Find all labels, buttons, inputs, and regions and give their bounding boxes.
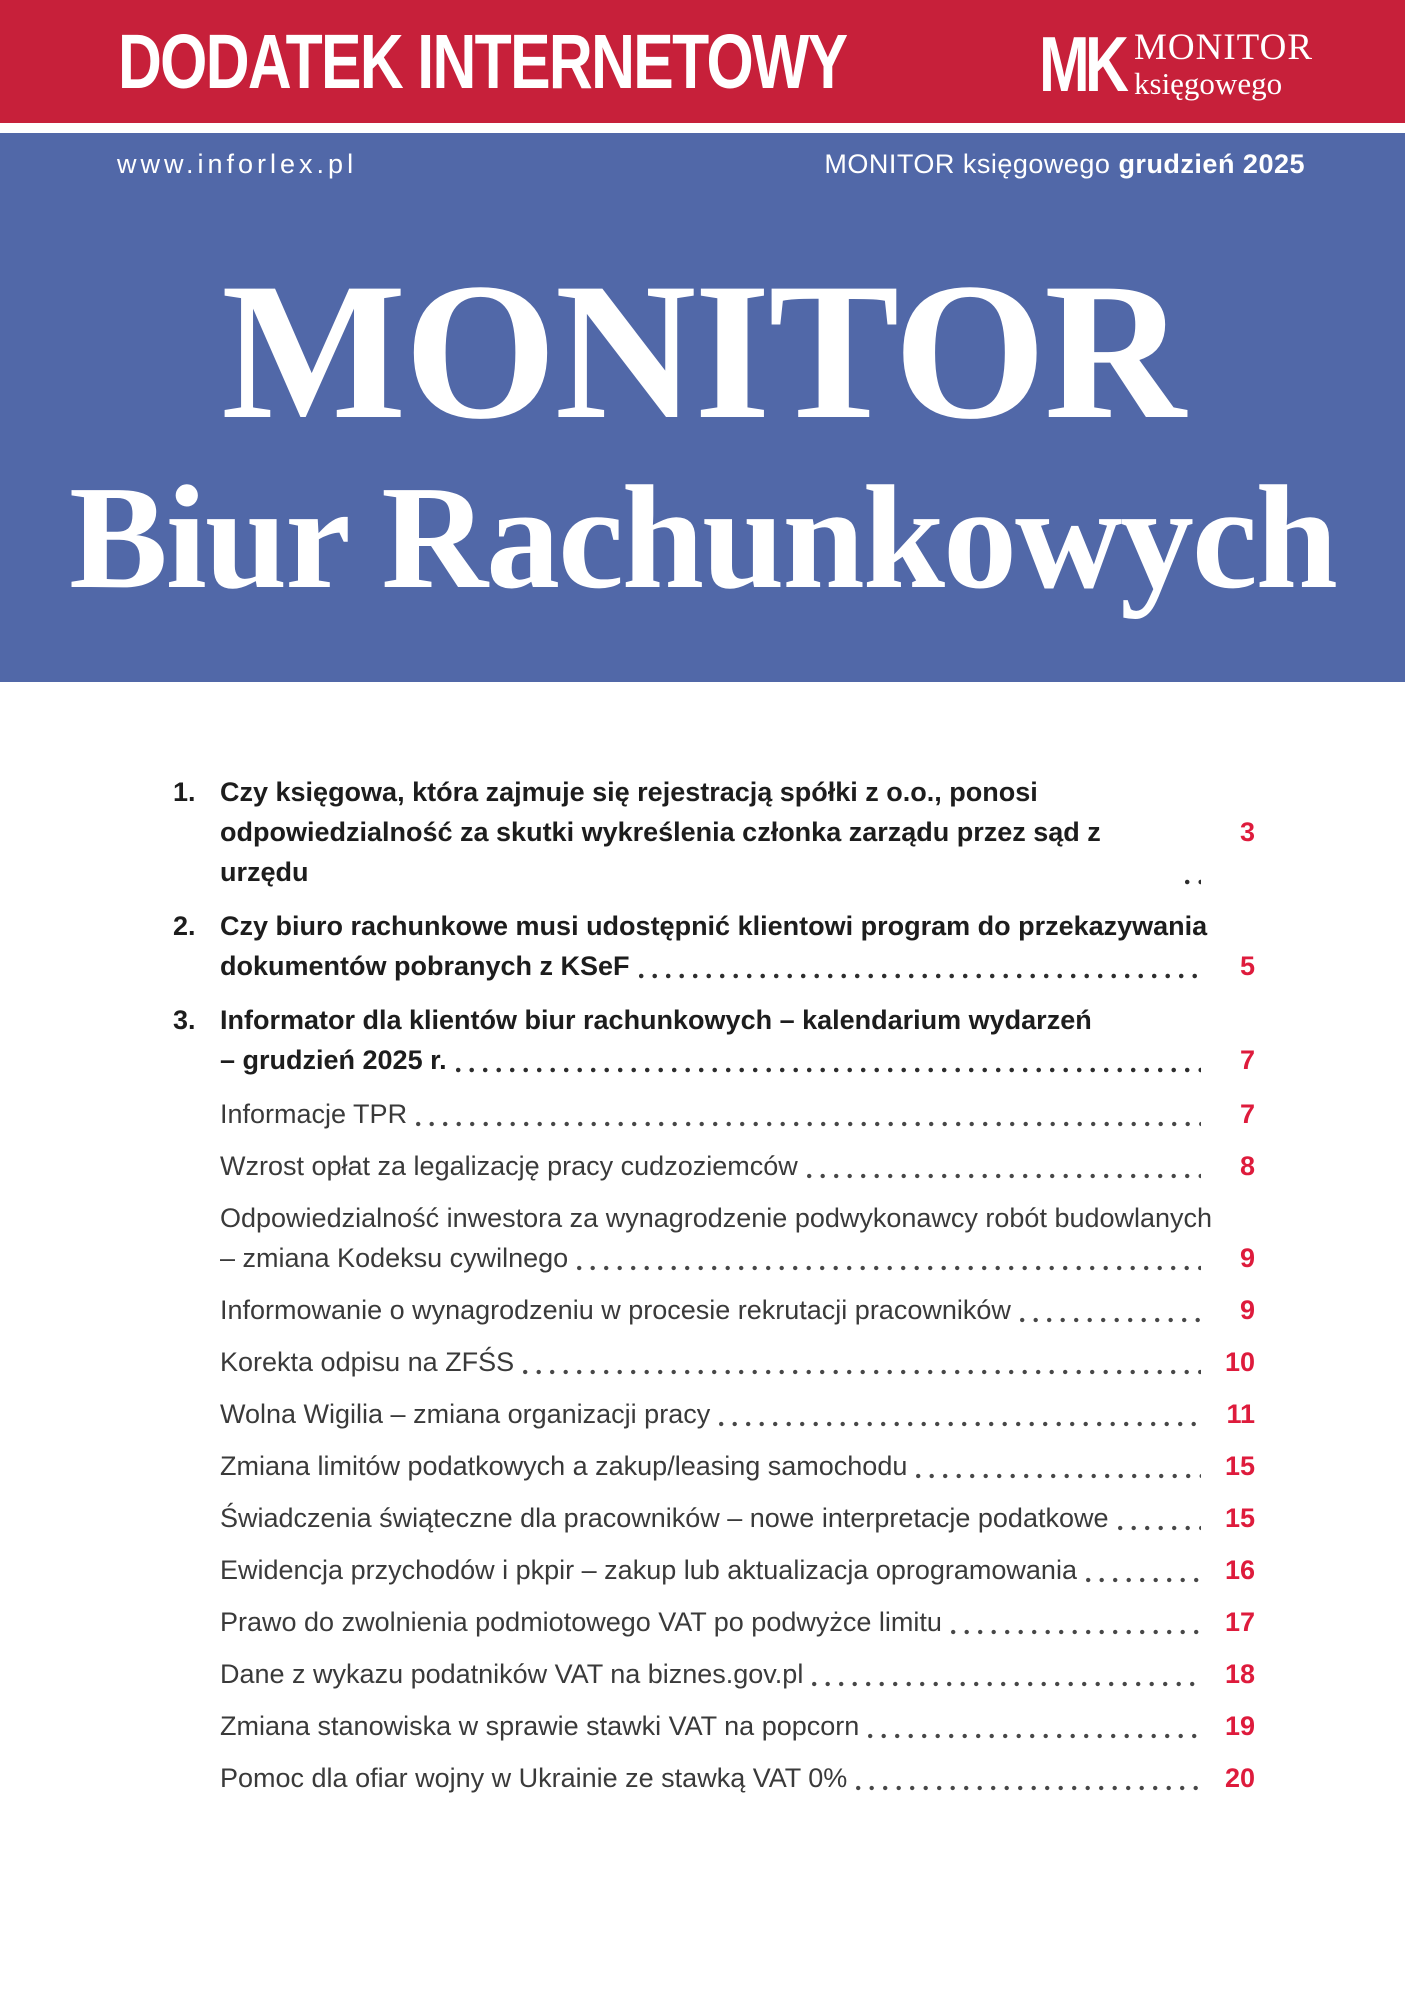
dot-leader (577, 1265, 1201, 1271)
toc-entry-text: Pomoc dla ofiar wojny w Ukrainie ze stawką VAT 0% (220, 1763, 848, 1793)
toc-entry-number: 2. (173, 911, 196, 941)
toc-subentry (173, 1706, 1255, 1746)
monitor-ksiegowego-logo (1015, 19, 1313, 108)
toc-entry-text: Informacje TPR (220, 1099, 408, 1129)
dot-leader (456, 1067, 1201, 1073)
toc-subentry (173, 1602, 1255, 1642)
dot-leader (719, 1421, 1201, 1427)
toc-page-number: 7 (1239, 1045, 1255, 1075)
toc-subentry (173, 1446, 1255, 1486)
toc-entry-text: Dane z wykazu podatników VAT na biznes.gov.pl (220, 1659, 804, 1689)
logo-text (1134, 26, 1313, 101)
toc-entry-text: Korekta odpisu na ZFŚS (220, 1347, 515, 1377)
toc-page-number: 19 (1224, 1711, 1255, 1741)
toc-page-number: 8 (1239, 1151, 1255, 1181)
toc-page-number: 9 (1239, 1243, 1255, 1273)
publication-title-line2: Biur Rachunkowych (69, 456, 1336, 620)
supplement-headline: DODATEK INTERNETOWY (118, 18, 847, 105)
mk-logo-mark: MK (1038, 19, 1124, 108)
toc-entry-text: Zmiana stanowiska w sprawie stawki VAT na popcorn (220, 1711, 860, 1741)
toc-subentry (173, 1550, 1255, 1590)
logo-title: MONITOR (1134, 26, 1313, 68)
issue-label (824, 149, 1305, 180)
toc-page-number: 7 (1239, 1099, 1255, 1129)
publication-title-line1: MONITOR (221, 243, 1184, 460)
dot-leader (1086, 1577, 1201, 1583)
toc-page-number: 10 (1224, 1347, 1255, 1377)
issue-date: grudzień 2025 (1118, 149, 1305, 179)
toc-subentry (173, 1498, 1255, 1538)
toc-subentry (173, 1094, 1255, 1134)
toc-entry-3 (173, 1000, 1255, 1080)
toc-entry-text: Informowanie o wynagrodzeniu w procesie rekrutacji pracowników (220, 1295, 1011, 1325)
dot-leader (951, 1629, 1201, 1635)
dot-leader (812, 1681, 1201, 1687)
dot-leader (416, 1121, 1201, 1127)
toc-subentry (173, 1342, 1255, 1382)
dot-leader (807, 1173, 1201, 1179)
toc-entry-text: Świadczenia świąteczne dla pracowników – nowe interpretacje podatkowe (220, 1503, 1109, 1533)
toc-subentry (173, 1654, 1255, 1694)
toc-entry-text: Zmiana limitów podatkowych a zakup/leasing samochodu (220, 1451, 908, 1481)
dot-leader (916, 1473, 1201, 1479)
dot-leader (1118, 1525, 1202, 1531)
toc-page-number: 9 (1239, 1295, 1255, 1325)
toc-page-number: 18 (1224, 1659, 1255, 1689)
issue-name: MONITOR księgowego (824, 149, 1111, 179)
website-link[interactable]: www.inforlex.pl (117, 149, 358, 179)
toc-entry-1 (173, 772, 1255, 892)
toc-entry-text: Informator dla klientów biur rachunkowych – kalendarium wydarzeń (220, 1005, 1092, 1035)
toc-entry-text: odpowiedzialność za skutki wykreślenia członka zarządu przez sąd z urzędu (220, 817, 1101, 887)
dot-leader (856, 1785, 1201, 1791)
toc-subentry (173, 1394, 1255, 1434)
dot-leader (1185, 879, 1201, 885)
logo-subtitle: księgowego (1134, 65, 1283, 101)
toc-entry-text: Wzrost opłat za legalizację pracy cudzoziemców (220, 1151, 798, 1181)
toc-entry-text: Prawo do zwolnienia podmiotowego VAT po podwyżce limitu (220, 1607, 942, 1637)
dot-leader (523, 1369, 1201, 1375)
top-banner (0, 0, 1405, 123)
toc-subentry (173, 1198, 1255, 1278)
toc-entry-text: Czy biuro rachunkowe musi udostępnić klientowi program do przekazywania (220, 911, 1208, 941)
dot-leader (868, 1733, 1201, 1739)
toc-subentry (173, 1758, 1255, 1798)
dot-leader (639, 973, 1201, 979)
toc-page-number: 3 (1239, 817, 1255, 847)
toc-entry-text: Odpowiedzialność inwestora za wynagrodzenie podwykonawcy robót budowlanych (220, 1203, 1213, 1233)
toc-entry-text: Ewidencja przychodów i pkpir – zakup lub aktualizacja oprogramowania (220, 1555, 1077, 1585)
table-of-contents (0, 682, 1405, 1798)
toc-page-number: 11 (1226, 1399, 1255, 1429)
toc-entry-text: – grudzień 2025 r. (220, 1045, 447, 1075)
toc-page-number: 17 (1224, 1607, 1255, 1637)
dot-leader (1020, 1317, 1201, 1323)
toc-entry-text: dokumentów pobranych z KSeF (220, 951, 630, 981)
toc-page-number: 20 (1224, 1763, 1255, 1793)
toc-entry-text: Czy księgowa, która zajmuje się rejestracją spółki z o.o., ponosi (220, 777, 1038, 807)
toc-subentry (173, 1290, 1255, 1330)
toc-page-number: 15 (1224, 1451, 1255, 1481)
toc-entry-text: – zmiana Kodeksu cywilnego (220, 1243, 569, 1273)
toc-entry-number: 1. (173, 777, 196, 807)
publication-title (0, 243, 1405, 620)
toc-entry-text: Wolna Wigilia – zmiana organizacji pracy (220, 1399, 711, 1429)
toc-entry-2 (173, 906, 1255, 986)
toc-page-number: 16 (1224, 1555, 1255, 1585)
toc-entry-number: 3. (173, 1005, 196, 1035)
toc-page-number: 5 (1239, 951, 1255, 981)
cover-hero (0, 133, 1405, 682)
toc-page-number: 15 (1224, 1503, 1255, 1533)
white-divider (0, 123, 1405, 133)
toc-subentry (173, 1146, 1255, 1186)
info-bar (0, 149, 1405, 180)
